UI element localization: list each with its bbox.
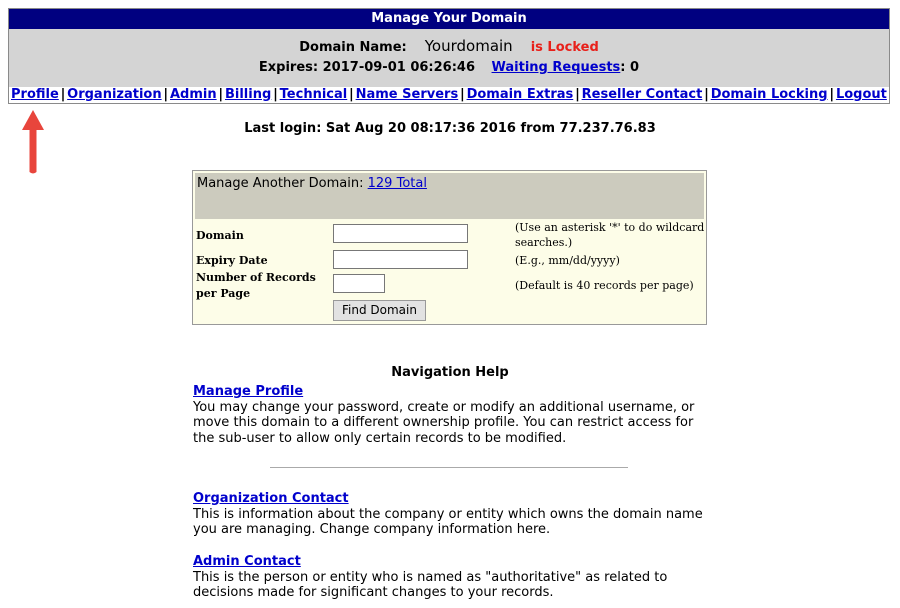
nav-reseller-contact[interactable]: Reseller Contact (581, 87, 703, 102)
records-label-cont: per Page (196, 287, 251, 300)
expiry-date-hint: (E.g., mm/dd/yyyy) (515, 254, 620, 267)
nav-separator: | (273, 87, 278, 102)
nav-technical[interactable]: Technical (279, 87, 348, 102)
nav-profile[interactable]: Profile (11, 87, 59, 102)
nav-admin[interactable]: Admin (169, 87, 217, 102)
expiry-date-label: Expiry Date (196, 254, 268, 267)
nav-billing[interactable]: Billing (224, 87, 272, 102)
domain-search-panel (192, 170, 707, 325)
help-section-admin (193, 554, 713, 601)
page-title: Manage Your Domain (9, 9, 889, 29)
domain-input[interactable] (333, 224, 468, 243)
waiting-requests-link[interactable]: Waiting Requests (491, 60, 621, 75)
divider (270, 467, 628, 468)
nav-separator: | (460, 87, 465, 102)
main-nav (9, 87, 889, 103)
domain-frame (8, 8, 890, 104)
domain-hint: (Use an asterisk '*' to do wildcard searches.) (515, 221, 705, 249)
domain-row (9, 37, 889, 55)
records-hint: (Default is 40 records per page) (515, 279, 694, 292)
nav-separator: | (60, 87, 66, 102)
records-per-page-input[interactable] (333, 274, 385, 293)
waiting-count: : 0 (620, 60, 640, 75)
nav-name-servers[interactable]: Name Servers (355, 87, 459, 102)
domain-value: Yourdomain (424, 37, 513, 55)
organization-contact-text: This is information about the company or entity which owns the domain name you are managing. Change company information here. (193, 506, 703, 537)
nav-separator: | (218, 87, 224, 102)
organization-contact-link[interactable]: Organization Contact (193, 491, 349, 506)
nav-separator: | (575, 87, 580, 102)
nav-separator: | (829, 87, 835, 102)
manage-profile-link[interactable]: Manage Profile (193, 384, 304, 399)
nav-domain-locking[interactable]: Domain Locking (710, 87, 828, 102)
admin-contact-link[interactable]: Admin Contact (193, 554, 301, 569)
records-label: Number of Records (196, 271, 316, 284)
manage-profile-text: You may change your password, create or modify an additional username, or move this domain to a different ownership profile. You can restrict access for the sub-user to allow only certain records to be modified. (193, 399, 695, 446)
nav-logout[interactable]: Logout (835, 87, 887, 102)
panel-header (195, 173, 704, 219)
domain-label: Domain (196, 229, 244, 242)
find-domain-button[interactable]: Find Domain (333, 300, 426, 321)
help-section-organization (193, 491, 713, 538)
expiry-date-input[interactable] (333, 250, 468, 269)
nav-organization[interactable]: Organization (67, 87, 162, 102)
expires-value: 2017-09-01 06:26:46 (322, 60, 475, 75)
last-login: Last login: Sat Aug 20 08:17:36 2016 from 77.237.76.83 (244, 121, 656, 136)
domain-label: Domain Name: (299, 40, 407, 55)
expires-label: Expires: (258, 60, 319, 75)
navigation-help-title: Navigation Help (391, 365, 509, 380)
help-section-profile (193, 384, 713, 446)
nav-separator: | (704, 87, 709, 102)
admin-contact-text: This is the person or entity who is named as "authoritative" as related to decisions made for significant changes to your records. (193, 569, 668, 600)
nav-separator: | (163, 87, 169, 102)
nav-domain-extras[interactable]: Domain Extras (466, 87, 574, 102)
domain-info (9, 29, 889, 89)
panel-heading: Manage Another Domain: (197, 176, 364, 191)
lock-status: is Locked (530, 40, 599, 55)
red-up-arrow-icon (22, 110, 44, 174)
nav-separator: | (349, 87, 354, 102)
expires-row (9, 60, 889, 75)
total-domains-link[interactable]: 129 Total (367, 176, 427, 191)
